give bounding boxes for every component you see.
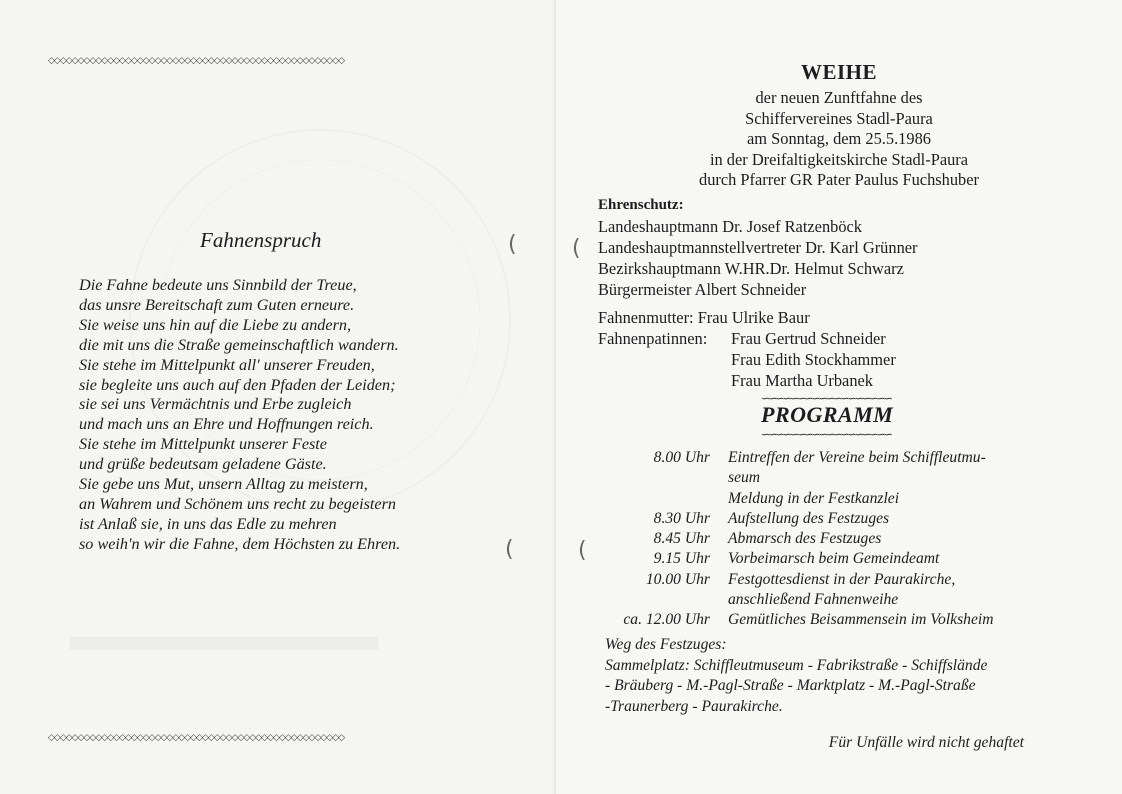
programm-row: [598, 570, 1098, 590]
binding-hole-mark: (: [508, 232, 517, 257]
poem-line: sie sei uns Vermächtnis und Erbe zugleich: [79, 395, 352, 414]
programm-time: 9.15 Uhr: [653, 550, 710, 568]
binding-hole-mark: (: [578, 538, 587, 563]
weihe-line: am Sonntag, dem 25.5.1986: [747, 129, 931, 149]
squiggle-ornament-bottom: ∽∽∽∽∽∽∽∽∽∽∽∽∽∽∽∽∽∽: [761, 431, 891, 439]
poem-line: Sie stehe im Mittelpunkt unserer Feste: [79, 435, 327, 454]
poem-line: und mach uns an Ehre und Hoffnungen reich.: [79, 415, 374, 434]
weg-lines: [605, 656, 1105, 718]
programm-schedule: [598, 448, 1098, 631]
festzug-route: [605, 635, 1105, 717]
programm-event: Meldung in der Festkanzlei: [728, 489, 900, 507]
programm-event: Vorbeimarsch beim Gemeindeamt: [728, 550, 940, 568]
programm-row: [598, 529, 1098, 549]
bleed-through-decoration: ▬▬▬▬▬▬▬: [70, 611, 378, 660]
ehrenschutz-name: Landeshauptmannstellvertreter Dr. Karl Grünner: [598, 238, 918, 257]
programm-row: [598, 549, 1098, 569]
fahnenpatinnen-label: Fahnenpatinnen:: [598, 329, 708, 348]
programm-row: [598, 489, 1098, 509]
weihe-line: durch Pfarrer GR Pater Paulus Fuchshuber: [699, 170, 979, 190]
poem: [79, 276, 499, 555]
poem-line: so weih'n wir die Fahne, dem Höchsten zu Ehren.: [79, 534, 401, 553]
ehrenschutz-name: Bezirkshauptmann W.HR.Dr. Helmut Schwarz: [598, 259, 904, 278]
weihe-line: Schiffervereines Stadl-Paura: [745, 108, 933, 128]
poem-line: Sie gebe uns Mut, unsern Alltag zu meistern,: [79, 475, 368, 494]
programm-time: 8.30 Uhr: [653, 509, 710, 527]
ehrenschutz-list: [598, 216, 918, 300]
weihe-line: der neuen Zunftfahne des: [755, 88, 923, 107]
programm-row: [598, 610, 1098, 630]
programm-time: 10.00 Uhr: [645, 570, 710, 588]
poem-line: Sie weise uns hin auf die Liebe zu andern,: [79, 315, 352, 334]
weihe-heading: WEIHE: [800, 60, 878, 84]
programm-time: 8.00 Uhr: [653, 449, 710, 466]
programm-row: [598, 509, 1098, 529]
weihe-details: [556, 88, 1122, 191]
liability-note: Für Unfälle wird nicht gehaftet: [828, 734, 1024, 751]
poem-line: sie begleite uns auch auf den Pfaden der Leiden;: [79, 375, 396, 394]
poem-line: Sie stehe im Mittelpunkt all' unserer Freuden,: [79, 355, 375, 374]
poem-line: das unsre Bereitschaft zum Guten erneure.: [79, 295, 355, 314]
programm-time: 8.45 Uhr: [653, 530, 710, 548]
programm-event: Gemütliches Beisammensein im Volksheim: [728, 611, 994, 629]
fahnenmutter: Fahnenmutter: Frau Ulrike Baur: [598, 308, 810, 327]
poem-line: ist Anlaß sie, in uns das Edle zu mehren: [79, 514, 337, 533]
poem-line: an Wahrem und Schönem uns recht zu begeistern: [79, 494, 396, 513]
fahnenpatin-name: Frau Gertrud Schneider: [731, 329, 886, 348]
programm-title: PROGRAMM: [761, 402, 894, 427]
fahnenpatin-name: Frau Edith Stockhammer: [731, 350, 896, 369]
programm-row: [598, 590, 1098, 610]
ehrenschutz-name: Bürgermeister Albert Schneider: [598, 280, 807, 299]
binding-hole-mark: (: [505, 537, 514, 562]
poem-line: die mit uns die Straße gemeinschaftlich wandern.: [79, 335, 399, 354]
ehrenschutz-label: Ehrenschutz:: [598, 197, 684, 213]
ornament-top: ◇◇◇◇◇◇◇◇◇◇◇◇◇◇◇◇◇◇◇◇◇◇◇◇◇◇◇◇◇◇◇◇◇◇◇◇◇◇◇◇◇◇◇◇◇◇◇◇◇◇: [48, 56, 345, 66]
programm-event: anschließend Fahnenweihe: [728, 591, 899, 609]
squiggle-ornament-top: ∽∽∽∽∽∽∽∽∽∽∽∽∽∽∽∽∽∽: [761, 395, 891, 403]
binding-hole-mark: (: [572, 236, 581, 261]
programm-event: Abmarsch des Festzuges: [728, 530, 882, 548]
programm-time: [598, 489, 728, 509]
programm-row: [598, 448, 1098, 468]
programm-event: Festgottesdienst in der Paurakirche,: [728, 570, 956, 588]
programm-event: seum: [728, 469, 761, 487]
left-page: [0, 0, 556, 794]
programm-time: ca. 12.00 Uhr: [623, 611, 710, 629]
right-page: [556, 0, 1122, 794]
weihe-line: in der Dreifaltigkeitskirche Stadl-Paura: [709, 149, 969, 169]
programm-time: [598, 468, 728, 488]
weg-line: - Bräuberg - M.-Pagl-Straße - Marktplatz - M.-Pagl-Straße: [605, 677, 976, 695]
ornament-bottom: ◇◇◇◇◇◇◇◇◇◇◇◇◇◇◇◇◇◇◇◇◇◇◇◇◇◇◇◇◇◇◇◇◇◇◇◇◇◇◇◇◇◇◇◇◇◇◇◇◇◇: [48, 733, 345, 743]
programm-event: Eintreffen der Vereine beim Schiffleutmu-: [728, 449, 986, 466]
fahnenpatinnen-list: [731, 328, 896, 391]
page-title: Fahnenspruch: [200, 228, 322, 252]
weg-line: Sammelplatz: Schiffleutmuseum - Fabrikstraße - Schiffslände: [605, 656, 988, 674]
programm-time: [598, 590, 728, 610]
programm-row: [598, 468, 1098, 488]
fahnenpatin-name: Frau Martha Urbanek: [731, 371, 874, 390]
ehrenschutz-name: Landeshauptmann Dr. Josef Ratzenböck: [598, 217, 862, 236]
poem-line: Die Fahne bedeute uns Sinnbild der Treue,: [79, 276, 357, 294]
weg-line: -Traunerberg - Paurakirche.: [605, 697, 783, 715]
programm-event: Aufstellung des Festzuges: [728, 509, 890, 527]
poem-line: und grüße bedeutsam geladene Gäste.: [79, 455, 327, 474]
weg-label: Weg des Festzuges:: [605, 636, 727, 653]
